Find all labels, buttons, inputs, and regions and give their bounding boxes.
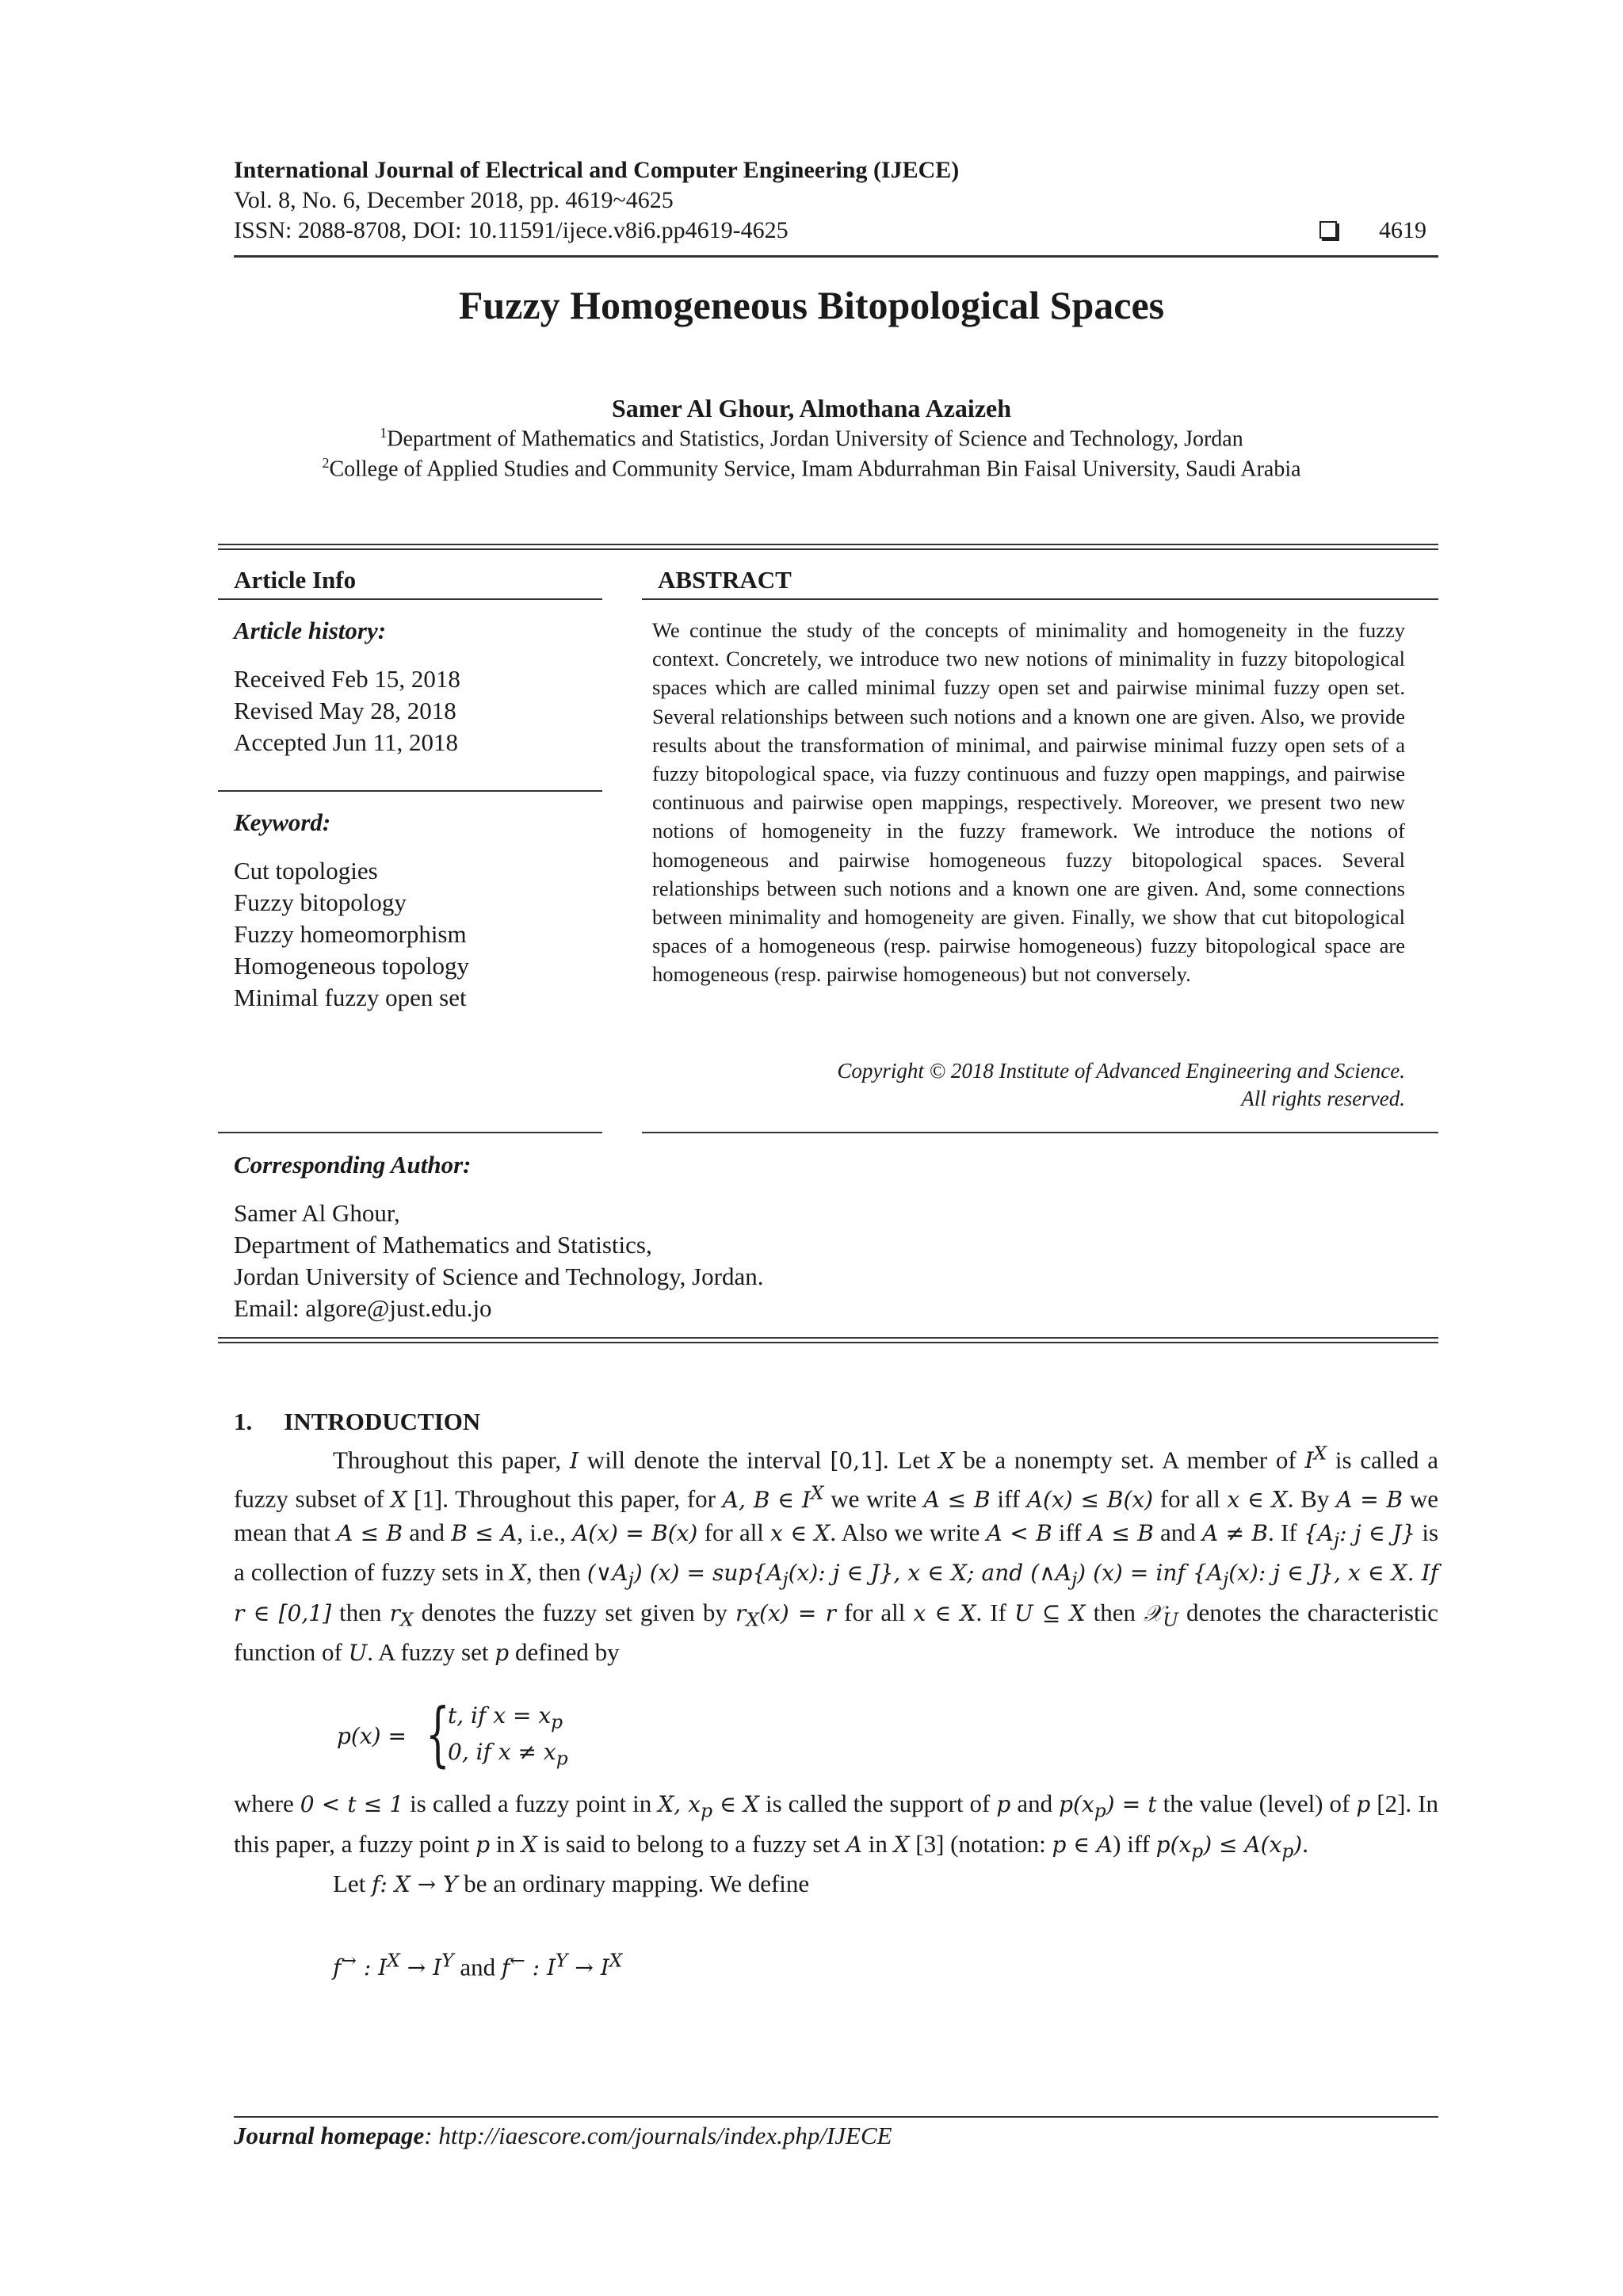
abstract-bottom-rule (642, 1132, 1438, 1133)
section-number: 1. (234, 1408, 253, 1435)
text-run: and (403, 1518, 452, 1546)
copyright (652, 1057, 1405, 1113)
mapping-formula: f→ : $I^X \to I^Y$ and f← : $I^Y \to I^X$ (333, 1950, 623, 1981)
text-run: , then (525, 1558, 587, 1587)
keyword-item: Fuzzy bitopology (234, 888, 407, 916)
journal-issn: ISSN: 2088-8708, DOI: 10.11591/ijece.v8i6.pp4619-4625 (234, 217, 789, 243)
text-run: will denote the interval (579, 1446, 831, 1474)
article-info-bottom-rule (218, 1132, 602, 1133)
keyword-list (234, 855, 469, 1014)
journal-name: International Journal of Electrical and Computer Engineering (IJECE) (234, 157, 960, 183)
text-run: for all (836, 1598, 914, 1626)
homepage-url[interactable]: : http://iaescore.com/journals/index.php/IJECE (424, 2122, 892, 2149)
keyword-item: Minimal fuzzy open set (234, 984, 467, 1011)
text-run: then (1085, 1598, 1144, 1626)
paper-title: Fuzzy Homogeneous Bitopological Spaces (458, 283, 1165, 327)
checkbox-square-icon (1319, 221, 1337, 239)
info-top-rule-1 (218, 544, 1438, 545)
footer-rule (234, 2116, 1438, 2118)
text-run: defined by (509, 1638, 620, 1667)
text-run: . Let (882, 1446, 939, 1474)
corresponding-label: Corresponding Author: (234, 1151, 472, 1179)
abstract-heading: ABSTRACT (658, 566, 792, 594)
text-run: . (1302, 1829, 1308, 1858)
info-top-rule-2 (218, 548, 1438, 550)
text-run: is said to belong to a fuzzy set (537, 1829, 846, 1858)
text-run: the value (level) of (1156, 1790, 1357, 1817)
copyright-line: Copyright © 2018 Institute of Advanced Engineering and Science. (837, 1059, 1405, 1083)
page-number: 4619 (1379, 217, 1426, 243)
homepage-label: Journal homepage (234, 2122, 425, 2149)
keyword-label: Keyword: (234, 808, 331, 836)
text-run: then (331, 1598, 390, 1626)
text-run: in (490, 1829, 521, 1858)
journal-homepage (234, 2122, 892, 2150)
text-run: . By (1287, 1484, 1337, 1513)
affiliation-2 (0, 455, 1623, 482)
text-run: is called a fuzzy point in (403, 1790, 659, 1817)
text-run: we mean that (234, 1484, 1439, 1546)
intro-paragraph-2: where 0 < t ≤ 1 is called a fuzzy point in X, $x_p$ ∈ X is called the support of p and $p(x_p) = t$ the value (level) of p [2]. In this paper, a fuzzy point p in X is said to belong to a fuzzy set A in X [3] (notation: p ∈ A) iff $p(x_p) \le A(x_p)$. Let f: X → Y be an ordinary mapping. We define (234, 1790, 1439, 1898)
article-info-heading: Article Info (234, 566, 357, 594)
history-revised: Revised May 28, 2018 (234, 697, 456, 724)
text-run: , i.e., (517, 1518, 573, 1546)
text-run: and (1153, 1518, 1203, 1546)
text-run: iff (990, 1484, 1027, 1513)
article-history-list (234, 663, 460, 758)
info-bottom-rule-2 (218, 1342, 1438, 1343)
journal-volume: Vol. 8, No. 6, December 2018, pp. 4619~4625 (234, 187, 674, 213)
corresponding-univ: Jordan University of Science and Technology, Jordan. (234, 1263, 764, 1290)
affiliation-1 (0, 425, 1623, 452)
section-title: INTRODUCTION (284, 1408, 481, 1435)
rights-line: All rights reserved. (1241, 1087, 1405, 1110)
corresponding-email: Email: algore@just.edu.jo (234, 1294, 492, 1322)
abstract-text (652, 616, 1405, 989)
text-run: be a nonempty set. A member of (954, 1446, 1305, 1474)
text-run: ) iff (1113, 1829, 1156, 1858)
text-run: in (861, 1829, 894, 1858)
keyword-item: Homogeneous topology (234, 952, 470, 980)
article-history-label: Article history: (234, 617, 387, 644)
text-run: . Also we write (830, 1518, 987, 1546)
authors: Samer Al Ghour, Almothana Azaizeh (611, 394, 1012, 422)
text-run: . If (976, 1598, 1015, 1626)
text-run: . If (1268, 1518, 1304, 1546)
text-run: is called a fuzzy subset of (234, 1446, 1438, 1513)
text-run: for all (697, 1518, 771, 1546)
text-run: we write (823, 1484, 924, 1513)
history-accepted: Accepted Jun 11, 2018 (234, 728, 458, 756)
keyword-item: Cut topologies (234, 857, 378, 884)
text-run: and (1010, 1790, 1060, 1817)
affiliation-2-sup: 2 (322, 455, 330, 471)
info-bottom-rule-1 (218, 1337, 1438, 1339)
text-run: [1]. Throughout this paper, for (407, 1484, 723, 1513)
text-run: be an ordinary mapping. We define (457, 1870, 810, 1898)
text-run: for all (1153, 1484, 1228, 1513)
header-rule (234, 255, 1438, 258)
abstract-rule (642, 598, 1438, 600)
abstract-body: We continue the study of the concepts of minimality and homogeneity in the fuzzy context. Concretely, we introduce two new notions of minimality in fuzzy bitopological spaces which are called minimal fuzzy open set and pairwise minimal fuzzy open set. Several relationships between such notions and a known one are given. Also, we provide results about the transformation of minimal, and pairwise minimal fuzzy open sets of a fuzzy bitopological space, via fuzzy continuous and fuzzy open mappings, and pairwise continuous and pairwise open mappings, respectively. Moreover, we present two new notions of homogeneity in the fuzzy framework. We introduce the notions of homogeneous and pairwise homogeneous fuzzy bitopological spaces. Several relationships between such notions and a known one are given. And, some connections between minimality and homogeneity are given. Finally, we show that cut bitopological spaces of a homogeneous (resp. pairwise homogeneous) fuzzy bitopological space are homogeneous (resp. pairwise homogeneous) but not conversely. (652, 618, 1405, 987)
text-run: denotes the characteristic function of (234, 1598, 1438, 1667)
text-run: . A fuzzy set (367, 1638, 495, 1667)
affiliation-1-sup: 1 (380, 425, 388, 441)
text-run: Let (333, 1870, 372, 1898)
text-run: is called the support of (758, 1790, 997, 1817)
affiliation-2-text: College of Applied Studies and Community Service, Imam Abdurrahman Bin Faisal University, Saudi Arabia (329, 457, 1301, 482)
text-run: where (234, 1790, 300, 1817)
keyword-rule (218, 790, 602, 792)
history-received: Received Feb 15, 2018 (234, 665, 460, 693)
and-word: and (460, 1953, 496, 1981)
text-run: is a collection of fuzzy sets in (234, 1518, 1439, 1587)
text-run: denotes the fuzzy set given by (413, 1598, 736, 1626)
text-run: Throughout this paper, (333, 1446, 570, 1474)
article-info-rule (218, 598, 602, 600)
affiliation-1-text: Department of Mathematics and Statistics, Jordan University of Science and Technology, Jordan (387, 426, 1243, 452)
text-run: [2]. In this paper, a fuzzy point (234, 1790, 1439, 1858)
text-run: [3] (notation: (909, 1829, 1052, 1858)
section-heading (234, 1408, 480, 1436)
text-run: iff (1052, 1518, 1088, 1546)
keyword-item: Fuzzy homeomorphism (234, 920, 467, 948)
corresponding-dept: Department of Mathematics and Statistics, (234, 1231, 652, 1259)
corresponding-name: Samer Al Ghour, (234, 1199, 400, 1227)
corresponding-details (234, 1198, 763, 1324)
intro-paragraph-1: Throughout this paper, I will denote the interval [0,1]. Let X be a nonempty set. A member of $I^X$ is called a fuzzy subset of X [1]. Throughout this paper, for A, B ∈ $I^X$ we write A ≤ B iff A(x) ≤ B(x) for all x ∈ X. By A = B we mean that A ≤ B and B ≤ A, i.e., A(x) = B(x) for all x ∈ X. Also we write A < B iff A ≤ B and A ≠ B. If {$A_j$: j ∈ J} is a collection of fuzzy sets in X, then $(\vee A_j) (x) = sup\{A_j(x)$: j ∈ J}, x ∈ X; and $(\wedge A_j) (x)$ = inf {$A_j(x)$: j ∈ J}, x ∈ X. If r ∈ [0,1] then $r_X$ denotes the fuzzy set given by $r_X(x) = r$ for all x ∈ X. If U ⊆ X then 𝒳$_U$ denotes the characteristic function of U. A fuzzy set p defined by (234, 1442, 1439, 1667)
